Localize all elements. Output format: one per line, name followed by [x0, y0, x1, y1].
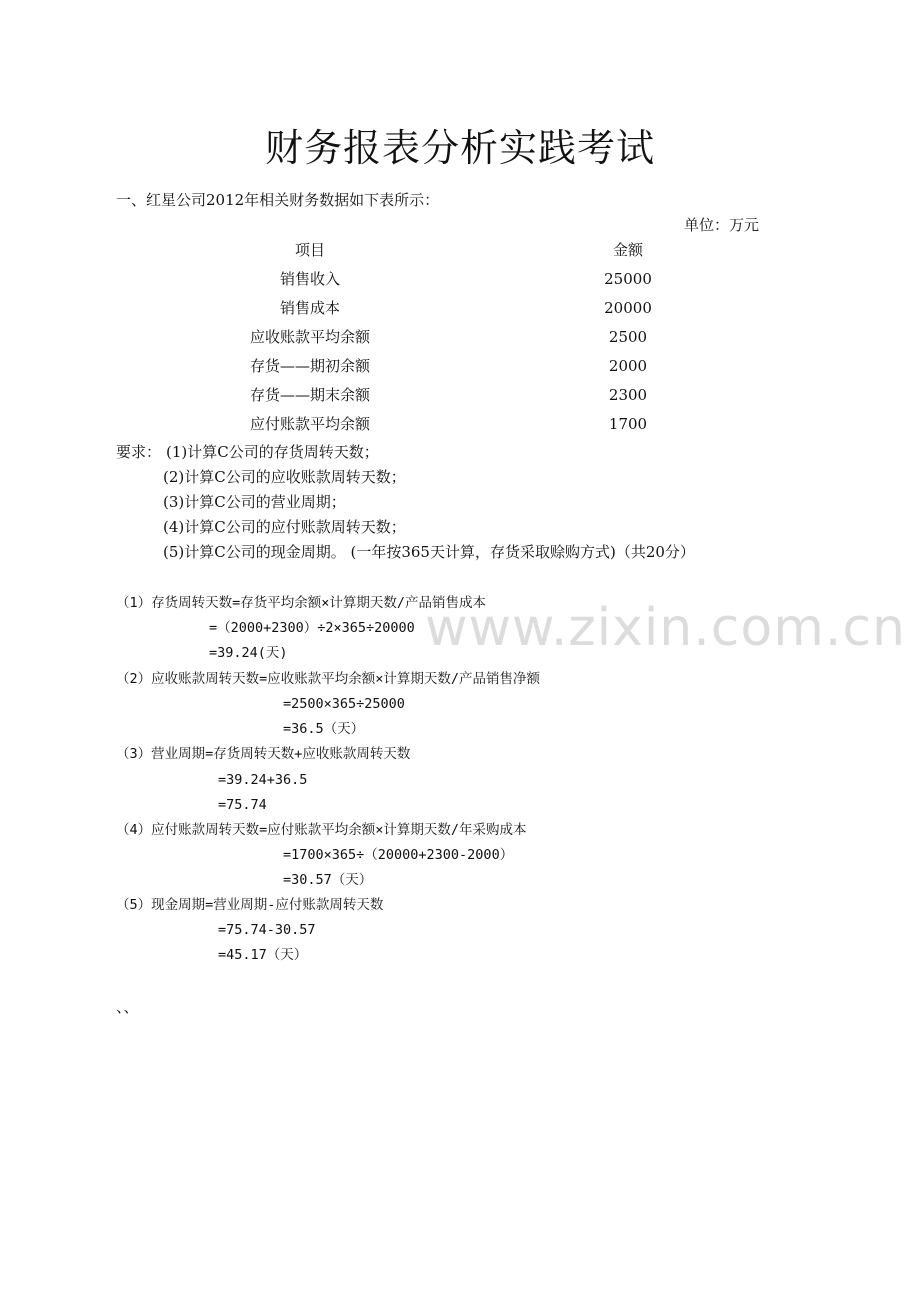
table-cell-amount: 2500 — [608, 328, 648, 346]
table-cell-item: 销售成本 — [279, 299, 340, 317]
requirement-item: (5)计算C公司的现金周期。 (一年按365天计算，存货采取赊购方式)（共20分） — [163, 543, 695, 561]
unit-label: 单位：万元 — [684, 216, 760, 234]
table-cell-amount: 1700 — [608, 415, 648, 433]
solution-step: =2500×365÷25000 — [283, 696, 405, 712]
solution-step: =（2000+2300）÷2×365÷20000 — [209, 620, 415, 636]
table-header-amount: 金额 — [612, 241, 643, 259]
solution-heading: （3）营业周期=存货周转天数+应收账款周转天数 — [116, 746, 411, 762]
requirements-label: 要求： — [116, 443, 162, 461]
table-cell-item: 存货——期初余额 — [249, 357, 370, 375]
table-cell-item: 应收账款平均余额 — [249, 328, 370, 346]
table-cell-item: 应付账款平均余额 — [249, 415, 370, 433]
requirement-item: (3)计算C公司的营业周期； — [163, 493, 346, 511]
table-cell-amount: 25000 — [604, 270, 652, 288]
table-cell-amount: 20000 — [604, 299, 652, 317]
solution-heading: （1）存货周转天数=存货平均余额×计算期天数/产品销售成本 — [116, 595, 487, 611]
solution-step: =30.57（天） — [283, 872, 373, 888]
solution-heading: （5）现金周期=营业周期-应付账款周转天数 — [116, 897, 384, 913]
table-cell-amount: 2300 — [608, 386, 648, 404]
solution-step: =75.74-30.57 — [218, 922, 316, 938]
solution-step: =45.17（天） — [218, 947, 308, 963]
solution-heading: （4）应付账款周转天数=应付账款平均余额×计算期天数/年采购成本 — [116, 822, 527, 838]
solution-step: =1700×365÷（20000+2300-2000） — [283, 847, 514, 863]
table-cell-amount: 2000 — [608, 357, 648, 375]
solution-step: =39.24+36.5 — [218, 772, 308, 788]
watermark: www.zixin.com.cn — [425, 598, 906, 658]
page-title: 财务报表分析实践考试 — [264, 126, 655, 170]
table-cell-item: 销售收入 — [279, 270, 340, 288]
table-cell-item: 存货——期末余额 — [249, 386, 370, 404]
intro-text: 一、红星公司2012年相关财务数据如下表所示： — [116, 191, 440, 209]
solution-step: =39.24(天) — [209, 645, 288, 661]
requirement-item: (4)计算C公司的应付账款周转天数； — [163, 518, 406, 536]
solution-heading: （2）应收账款周转天数=应收账款平均余额×计算期天数/产品销售净额 — [116, 671, 541, 687]
requirement-item: (2)计算C公司的应收账款周转天数； — [163, 468, 406, 486]
trailing-mark: 、、 — [116, 998, 139, 1016]
table-header-item: 项目 — [294, 241, 325, 259]
solution-step: =36.5（天） — [283, 721, 365, 737]
requirement-item: (1)计算C公司的存货周转天数； — [166, 443, 379, 461]
solution-step: =75.74 — [218, 797, 267, 813]
